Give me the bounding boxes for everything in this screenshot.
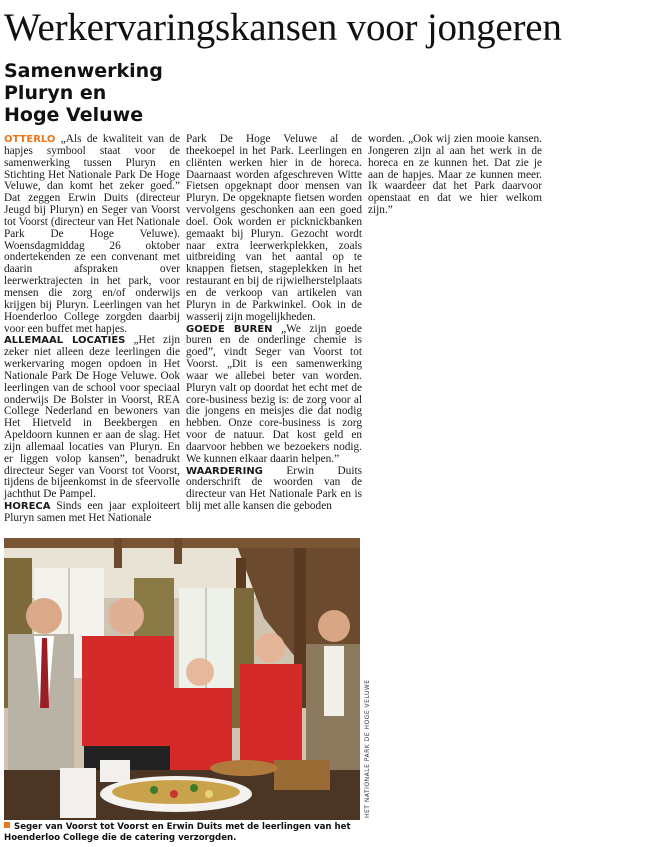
kicker-allemaal-locaties: ALLEMAAL LOCATIES	[4, 335, 126, 347]
subhead-line-3: Hoge Veluwe	[4, 104, 144, 126]
paragraph-waardering-text: Erwin Duits onderschrift de woorden van de directeur van Het Nationale Park en is blij met alle kansen die geboden	[186, 464, 362, 513]
paragraph-horeca-cont	[186, 134, 362, 324]
column-1	[4, 134, 180, 525]
paragraph-waardering-cont	[368, 134, 542, 217]
photo-caption	[4, 822, 404, 844]
paragraph-horeca-start	[4, 501, 180, 525]
subheadline	[4, 60, 244, 126]
paragraph-waardering-start	[186, 466, 362, 513]
paragraph-intro	[4, 134, 180, 335]
column-2	[186, 134, 362, 513]
paragraph-locaties-text: „Het zijn zeker niet alleen deze leerlingen die werkervaring mogen opdoen in Het Nationale Park De Hoge Veluwe. Ook leerlingen van de school voor speciaal onderwijs De Bolster in Voorst, REA College Nederland en bewoners van Het Hietveld in Beekbergen en Apeldoorn kunnen er aan de slag. Het zijn allemaal locaties van Pluryn. En er liggen volop kansen”, benadrukt directeur Seger van Voorst tot Voorst, tijdens de bijeenkomst in de sfeervolle jachthut De Pampel.	[4, 334, 180, 501]
subhead-line-2: Pluryn en	[4, 82, 107, 104]
paragraph-waardering-continued: worden. „Ook wij zien mooie kansen. Jongeren zijn al aan het werk in de horeca en ze kunnen het. Dat zie je aan de hapjes. Maar ze kunnen meer. Ik waardeer dat het Park daarvoor openstaat en dat we hier welkom zijn.”	[368, 133, 542, 217]
paragraph-horeca-continued: Park De Hoge Veluwe al de theekoepel in het Park. Leerlingen en cliënten werken hier in de horeca. Daarnaast worden afgeschreven Witte Fietsen opgeknapt door mensen van Pluryn. De opgeknapte fietsen worden vervolgens geschonken aan een goed doel. Ook worden er picknickbanken gemaakt bij Pluryn. Gezocht wordt naar extra leerwerkplekken, zoals uitbreiding van het aantal op te knappen fietsen, stageplekken in het restaurant en bij de rijwielherstelplaats en de verkoop van artikelen van Pluryn in de Parkwinkel. Ook in de wasserij zijn mogelijkheden.	[186, 133, 362, 323]
paragraph-goede-buren-text: „We zijn goede buren en de onderlinge chemie is goed”, vindt Seger van Voorst tot Voorst. „Dit is een samenwerking waar we allebei beter van worden. Pluryn valt op doordat het echt met de core-business bezig is: de zorg voor al die jongens en meisjes die dat nodig hebben. Onze core-business is zorg voor de natuur. Dat kost geld en daarvoor hebben we bezoekers nodig. We kunnen elkaar daarin helpen.”	[186, 322, 362, 465]
caption-bullet-icon	[4, 822, 10, 828]
kicker-goede-buren: GOEDE BUREN	[186, 323, 273, 335]
kicker-horeca: HORECA	[4, 501, 51, 513]
kicker-waardering: WAARDERING	[186, 465, 263, 477]
dateline: OTTERLO	[4, 134, 56, 145]
news-photo	[4, 538, 360, 820]
paragraph-intro-text: „Als de kwaliteit van de hapjes symbool staat voor de samenwerking tussen Pluryn en Stichting Het Nationale Park De Hoge Veluwe, dan komt het zeker goed.” Dat zeggen Erwin Duits (directeur Jeugd bij Pluryn) en Seger van Voorst tot Voorst (directeur van Het Nationale Park De Hoge Veluwe). Woensdagmiddag 26 oktober ondertekenden ze een convenant met daarin afspraken over leerwerktrajecten in het park, voor mensen die zorg en/of onderwijs krijgen bij Pluryn. Leerlingen van het Hoenderloo College zorgden daarbij voor een buffet met hapjes.	[4, 133, 180, 335]
paragraph-horeca-text: Sinds een jaar exploiteert Pluryn samen met Het Nationale	[4, 500, 180, 524]
paragraph-locaties	[4, 335, 180, 501]
column-3	[368, 134, 542, 217]
subhead-line-1: Samenwerking	[4, 60, 163, 82]
headline: Werkervaringskansen voor jongeren	[4, 6, 562, 49]
paragraph-goede-buren	[186, 324, 362, 466]
photo-caption-text: Seger van Voorst tot Voorst en Erwin Duits met de leerlingen van het Hoenderloo College die de catering verzorgden.	[4, 822, 351, 843]
photo-credit: HET NATIONALE PARK DE HOGE VELUWE	[364, 679, 371, 818]
